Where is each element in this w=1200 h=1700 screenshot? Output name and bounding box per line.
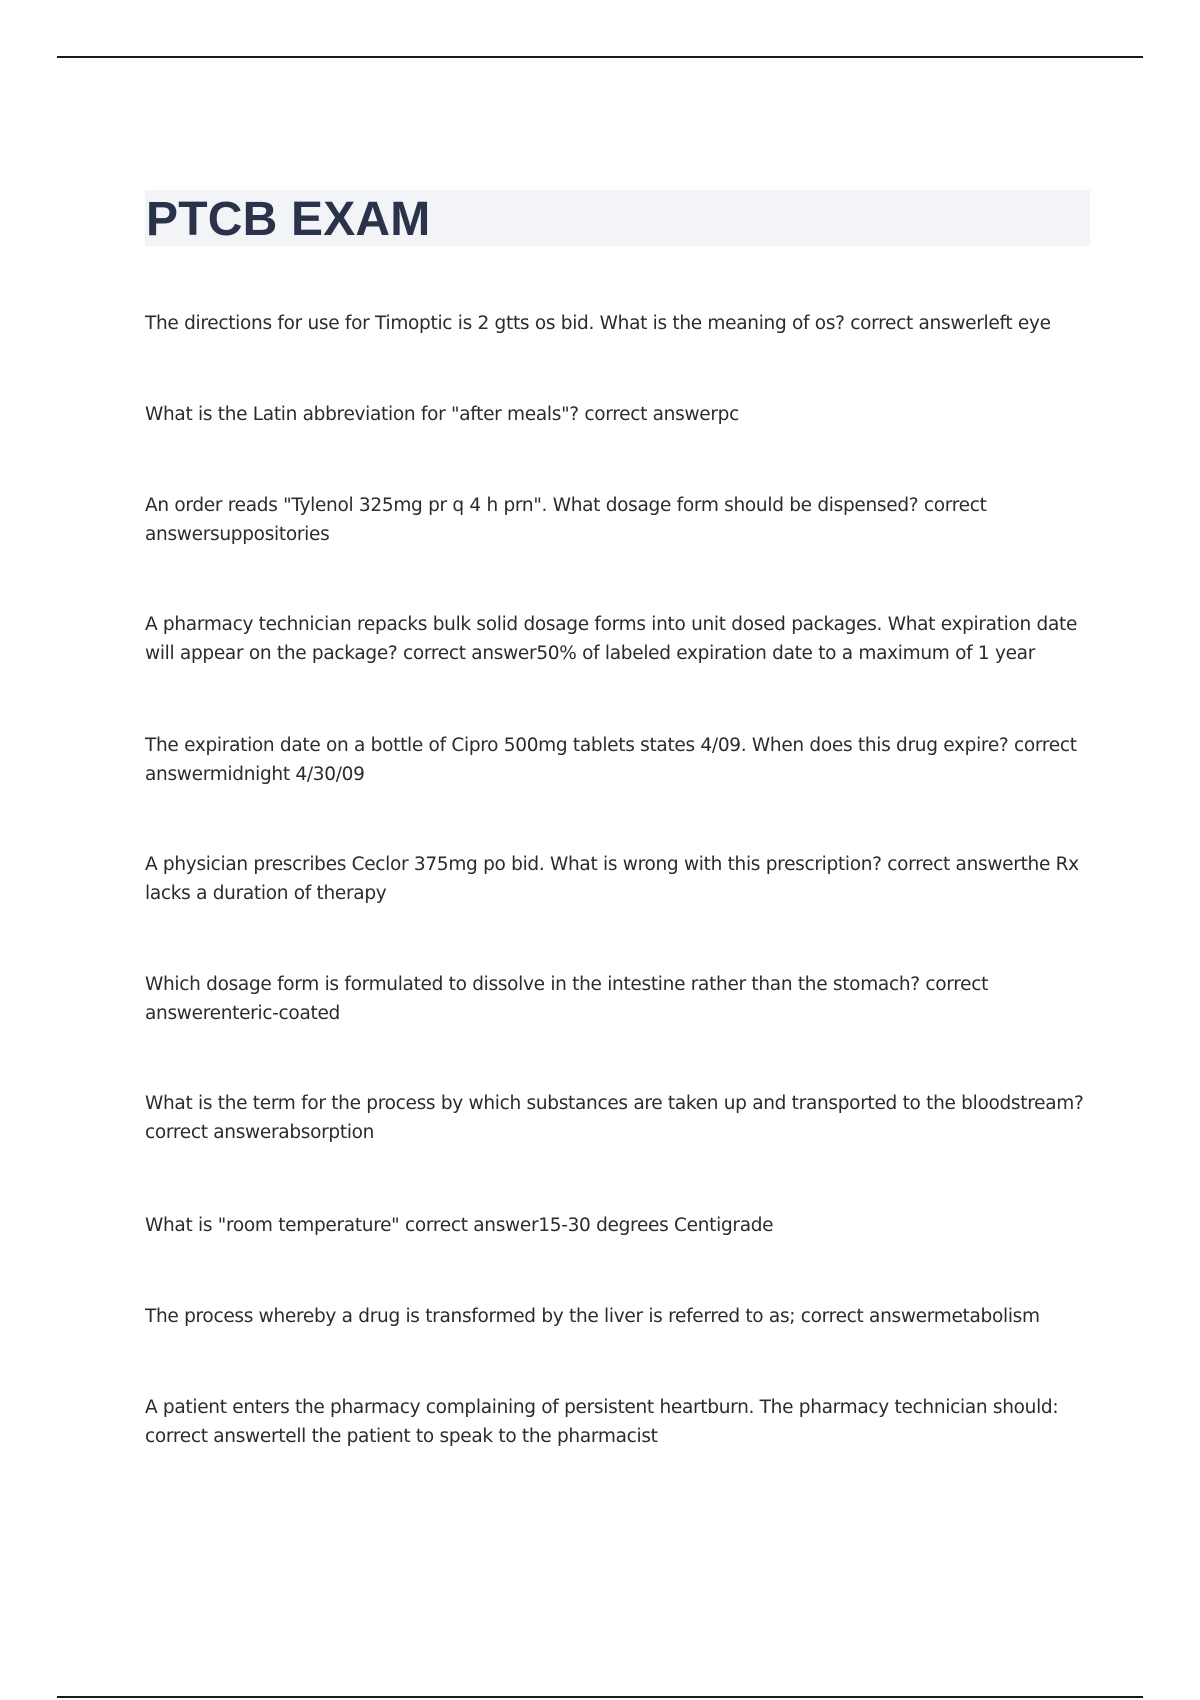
qa-item (145, 491, 1090, 549)
question-text: What is "room temperature" correct answer (145, 1214, 539, 1236)
page-title: PTCB EXAM (146, 193, 431, 246)
question-text: What is the term for the process by which substances are taken up and transported to the bloodstream? correct answer (145, 1092, 1084, 1143)
qa-item (145, 400, 1090, 429)
qa-item (145, 731, 1090, 789)
qa-item (145, 1393, 1090, 1451)
question-text: The process whereby a drug is transformed by the liver is referred to as; correct answer (145, 1305, 934, 1327)
answer-text: 50% of labeled expiration date to a maximum of 1 year (536, 642, 1036, 664)
answer-text: midnight 4/30/09 (209, 763, 365, 785)
question-text: An order reads "Tylenol 325mg pr q 4 h prn". What dosage form should be dispensed? correct answer (145, 494, 987, 545)
answer-text: suppositories (210, 523, 330, 545)
answer-text: absorption (278, 1121, 375, 1143)
qa-item (145, 850, 1090, 908)
answer-text: left eye (983, 312, 1051, 334)
answer-text: enteric-coated (209, 1002, 340, 1024)
question-text: A physician prescribes Ceclor 375mg po bid. What is wrong with this prescription? correct answer (145, 853, 1021, 875)
header-rule (57, 56, 1143, 58)
question-text: A pharmacy technician repacks bulk solid dosage forms into unit dosed packages. What expiration date will appear on the package? correct answer (145, 613, 1078, 664)
question-text: Which dosage form is formulated to dissolve in the intestine rather than the stomach? correct answer (145, 973, 989, 1024)
footer-rule (57, 1696, 1143, 1698)
answer-text: pc (717, 403, 739, 425)
question-text: The directions for use for Timoptic is 2 gtts os bid. What is the meaning of os? correct answer (145, 312, 984, 334)
answer-text: 15-30 degrees Centigrade (538, 1214, 774, 1236)
qa-item (145, 970, 1090, 1028)
qa-item (145, 1211, 1090, 1240)
answer-text: tell the patient to speak to the pharmacist (278, 1425, 658, 1447)
question-text: The expiration date on a bottle of Cipro 500mg tablets states 4/09. When does this drug expire? correct answer (145, 734, 1077, 785)
qa-item (145, 309, 1090, 338)
qa-item (145, 1302, 1090, 1331)
answer-text: metabolism (933, 1305, 1040, 1327)
question-text: A patient enters the pharmacy complaining of persistent heartburn. The pharmacy technician should: correct answer (145, 1396, 1059, 1447)
answer-text: the Rx lacks a duration of therapy (145, 853, 1079, 904)
qa-item (145, 1089, 1090, 1147)
question-text: What is the Latin abbreviation for "after meals"? correct answer (145, 403, 718, 425)
qa-item (145, 610, 1090, 668)
